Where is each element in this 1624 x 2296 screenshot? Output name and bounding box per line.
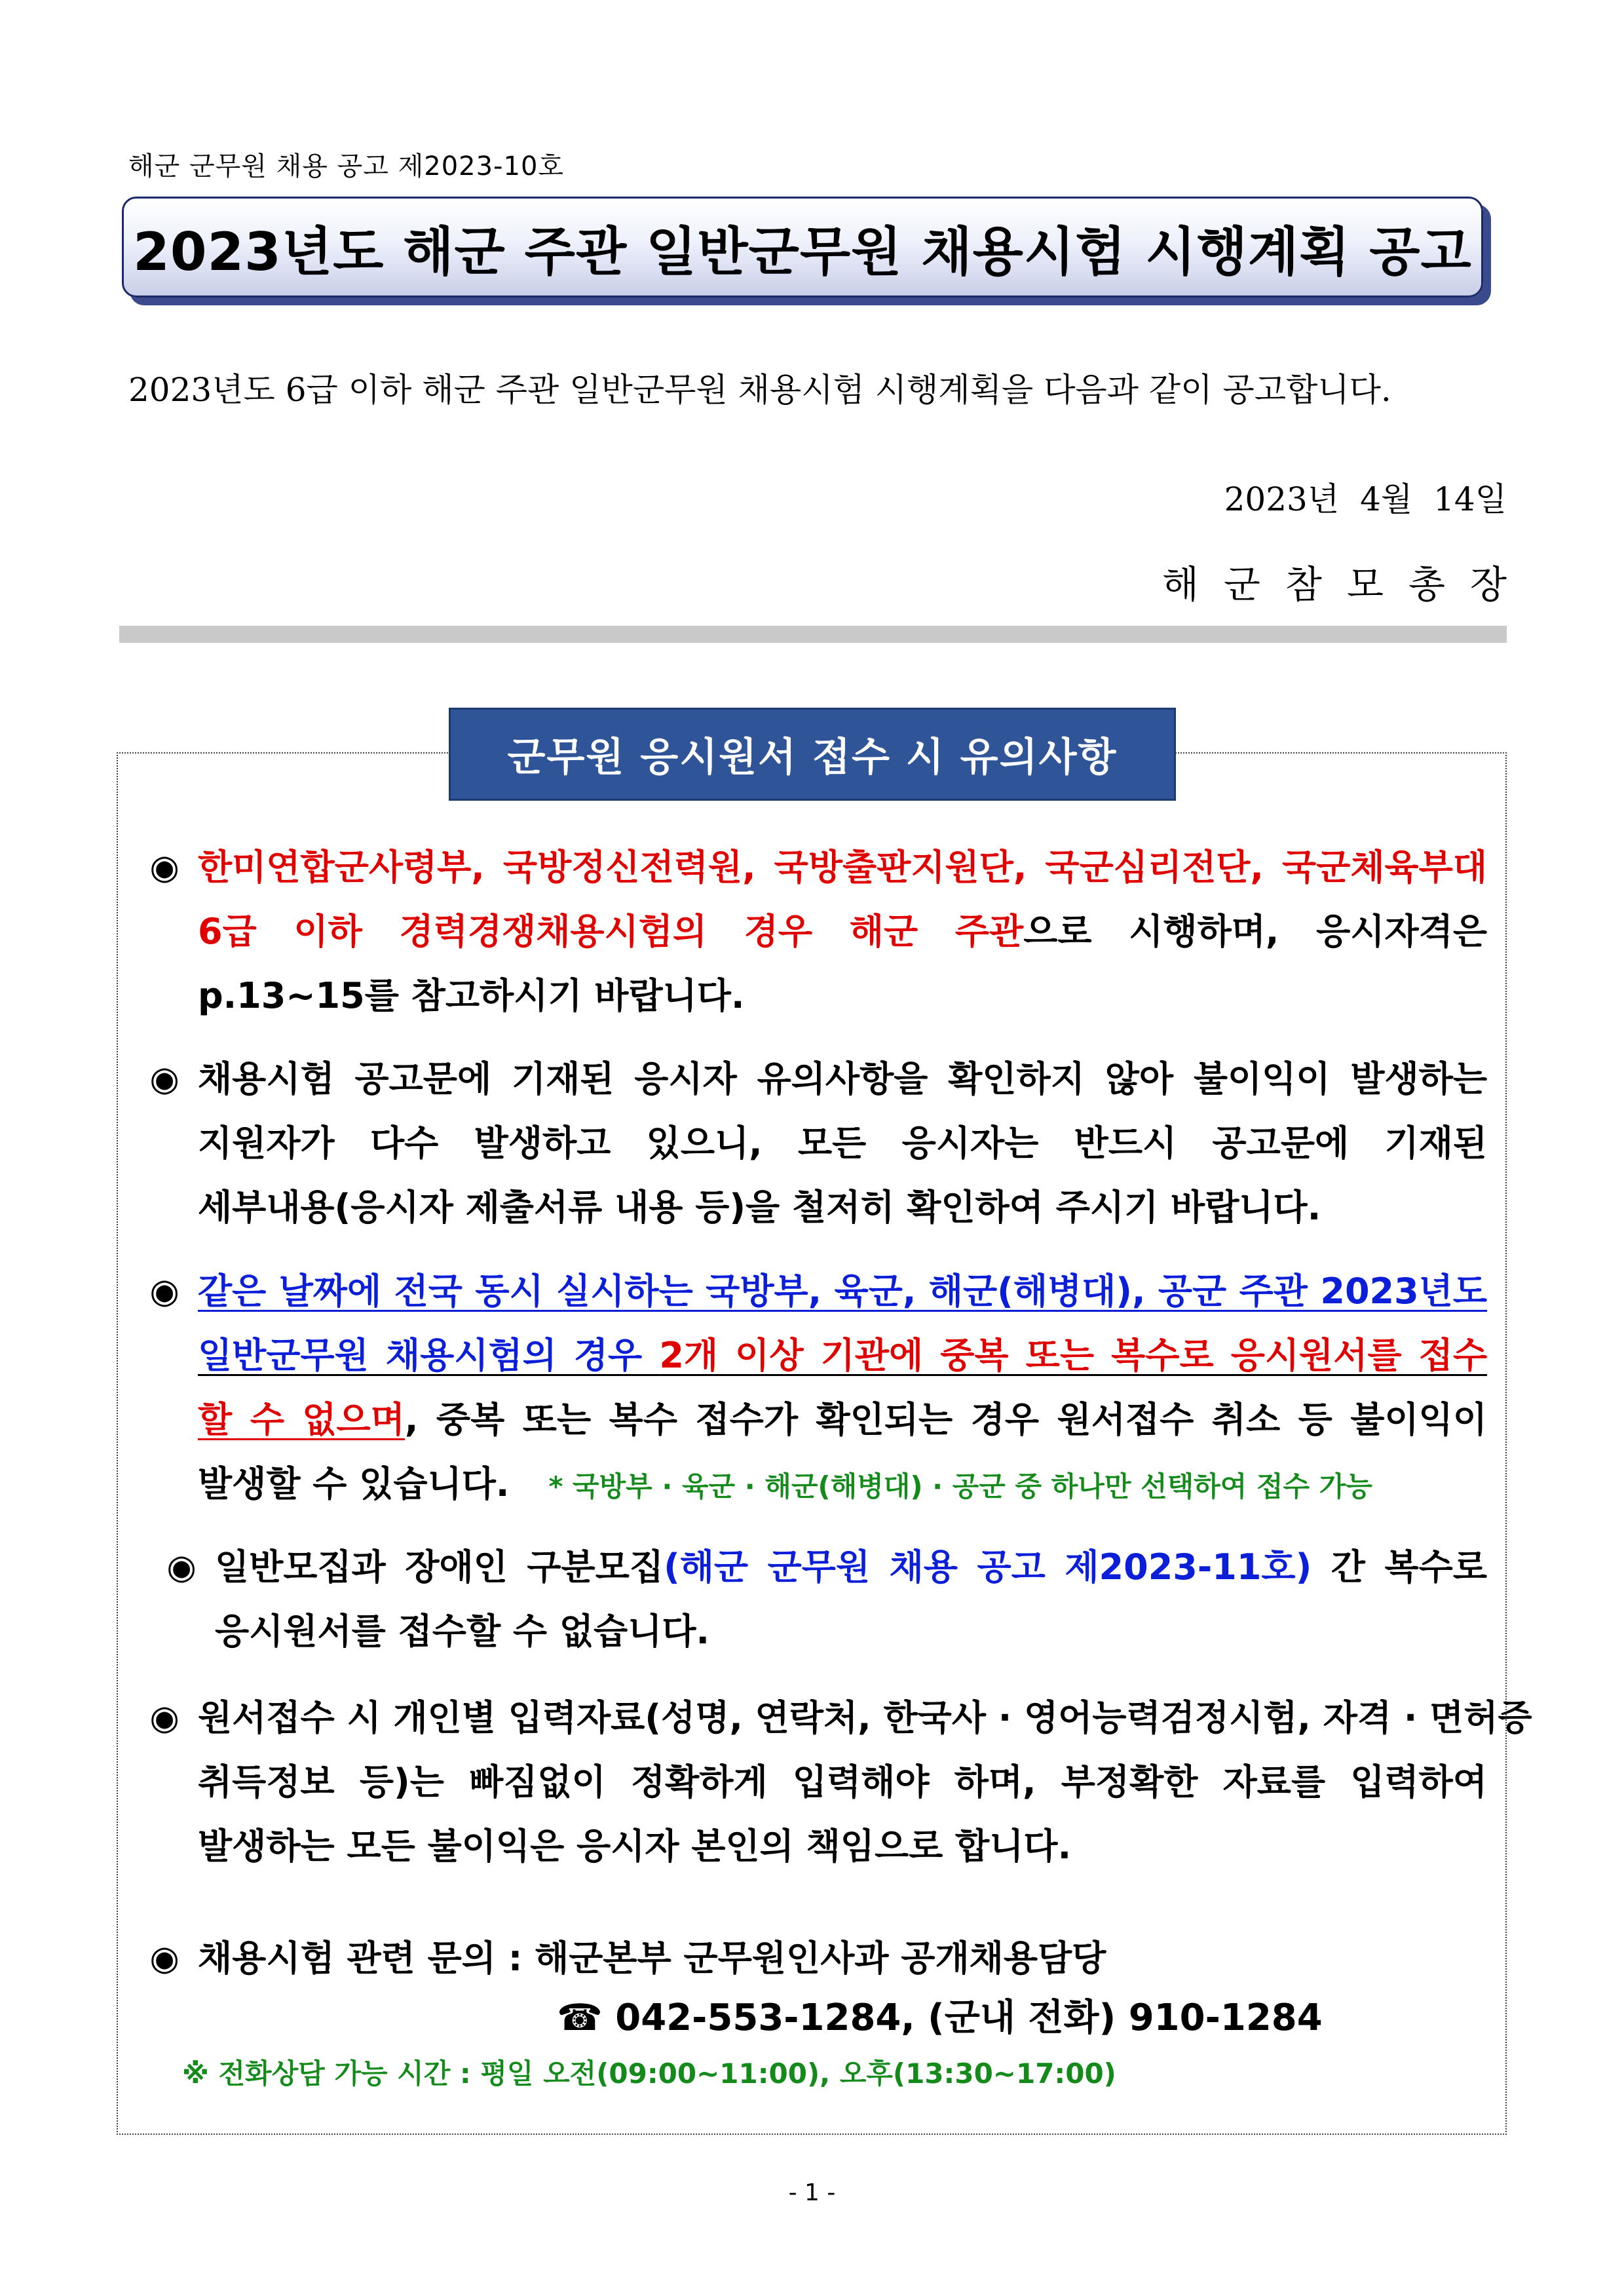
note-item-4 <box>152 1535 1487 1664</box>
note-line: 취득정보 등)는 빠짐없이 정확하게 입력해야 하며, 부정확한 자료를 입력하여 <box>198 1761 1487 1803</box>
divider <box>119 626 1507 643</box>
issuer: 해군참모총장 <box>1161 562 1532 607</box>
bullet-icon: ◉ <box>149 848 179 887</box>
contact-line: 채용시험 관련 문의 : 해군본부 군무원인사과 공개채용담당 <box>198 1938 1106 1979</box>
contact-phone: ☎ 042-553-1284, (군내 전화) 910-1284 <box>557 1997 1323 2039</box>
note-subtext: * 국방부 · 육군 · 해군(해병대) · 공군 중 하나만 선택하여 접수 가능 <box>548 1470 1372 1502</box>
note-line: 같은 날짜에 전국 동시 실시하는 국방부, 육군, 해군(해병대), 공군 주관 2023년도 <box>198 1271 1487 1312</box>
note-line: , 중복 또는 복수 접수가 확인되는 경우 원서접수 취소 등 불이익이 <box>404 1399 1487 1440</box>
note-item-2 <box>135 1047 1487 1240</box>
title-box <box>122 197 1483 297</box>
note-line: 으로 시행하며, 응시자격은 <box>1023 911 1487 952</box>
note-line: 일반모집과 장애인 구분모집 <box>215 1546 664 1588</box>
bullet-icon: ◉ <box>149 1272 179 1311</box>
note-line: 채용시험 공고문에 기재된 응시자 유의사항을 확인하지 않아 불이익이 발생하는 <box>198 1058 1487 1100</box>
note-line: 일반군무원 채용시험의 경우 <box>198 1335 660 1376</box>
note-line: 한미연합군사령부, 국방정신전력원, 국방출판지원단, 국군심리전단, 국군체육부대 <box>198 847 1487 888</box>
bullet-icon: ◉ <box>166 1548 197 1587</box>
note-highlight: 2개 이상 기관에 중복 또는 복수로 응시원서를 접수 <box>659 1335 1487 1376</box>
bullet-icon: ◉ <box>149 1698 179 1738</box>
note-highlight: 6급 이하 경력경쟁채용시험의 경우 해군 주관 <box>198 911 1024 952</box>
contact-item <box>135 1926 1487 1991</box>
note-line: 응시원서를 접수할 수 없습니다. <box>215 1611 710 1652</box>
notice-number: 해군 군무원 채용 공고 제2023-10호 <box>128 151 565 182</box>
note-item-3 <box>135 1259 1487 1519</box>
page-title: 2023년도 해군 주관 일반군무원 채용시험 시행계획 공고 <box>133 221 1472 282</box>
note-line: 세부내용(응시자 제출서류 내용 등)을 철저히 확인하여 주시기 바랍니다. <box>198 1187 1321 1228</box>
note-item-5 <box>135 1686 1532 1879</box>
bullet-icon: ◉ <box>149 1060 179 1099</box>
notice-date: 2023년 4월 14일 <box>1224 480 1507 518</box>
contact-hours: ※ 전화상담 가능 시간 : 평일 오전(09:00~11:00), 오후(13:30~17:00) <box>182 2057 1116 2090</box>
note-reference: (해군 군무원 채용 공고 제2023-11호) <box>664 1546 1312 1588</box>
note-line: 지원자가 다수 발생하고 있으니, 모든 응시자는 반드시 공고문에 기재된 <box>198 1122 1487 1164</box>
note-highlight: 할 수 없으며 <box>198 1399 405 1440</box>
notes-header: 군무원 응시원서 접수 시 유의사항 <box>449 708 1176 801</box>
note-line: 원서접수 시 개인별 입력자료(성명, 연락처, 한국사 · 영어능력검정시험, 자격 · 면허증 <box>198 1697 1532 1738</box>
note-item-1 <box>135 835 1487 1028</box>
note-line: 발생하는 모든 불이익은 응시자 본인의 책임으로 합니다. <box>198 1826 1072 1867</box>
note-line: 발생할 수 있습니다. <box>198 1463 510 1504</box>
note-line: p.13~15를 참고하시기 바랍니다. <box>198 975 745 1016</box>
intro-text: 2023년도 6급 이하 해군 주관 일반군무원 채용시험 시행계획을 다음과 같이 공고합니다. <box>128 371 1391 409</box>
note-line: 간 복수로 <box>1312 1546 1487 1588</box>
bullet-icon: ◉ <box>149 1939 179 1978</box>
page-number: - 1 - <box>788 2179 836 2206</box>
